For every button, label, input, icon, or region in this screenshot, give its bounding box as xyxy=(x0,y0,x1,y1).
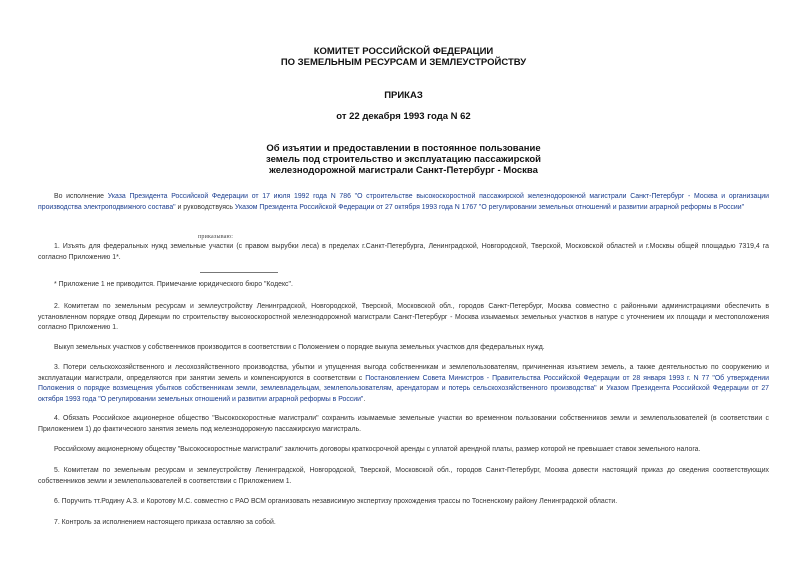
paragraph-4-text: 4. Обязать Российское акционерное общество "Высокоскоростные магистрали" сохранить изымаемые земельные участки во временном пользовании собственников земли и землепользователей (в соответствии с Приложением 1) до фактического занятия земель под железнодорожную пассажирскую магистраль. xyxy=(38,415,769,433)
doc-title-line2: земель под строительство и эксплуатацию пассажирской xyxy=(266,154,541,165)
paragraph-3-text-1: 3. Потери сельскохозяйственного и лесохозяйственного производства, убытки и упущенная выгода собственникам и землепользователям, причиненная изъятием земель, а также деятельностью по сооружению и эксплуатации магистрали, определяются при занятии земель и компенсируются в соответствии с xyxy=(38,364,769,382)
paragraph-4b-text: Российскому акционерному обществу "Высокоскоростные магистрали" заключить договоры краткосрочной аренды с уплатой арендной платы, размер которой не превышает ставок земельного налога. xyxy=(54,446,701,453)
prikazyvayu-label: приказываю: xyxy=(198,234,234,240)
intro-text-2: и руководствуясь xyxy=(175,203,235,211)
paragraph-2-text: 2. Комитетам по земельным ресурсам и землеустройству Ленинградской, Новгородской, Тверской, Московской обл., городов Санкт-Петербург, Москва совместно с районными администрациями обеспечить в установленном порядке отвод Дирекции по строительству высокоскоростной железнодорожной магистрали Санкт-Петербург - Москва изымаемых земельных участков в натуре с уточнением их площади и местоположения согласно Приложению 1. xyxy=(38,303,769,331)
doc-title-line1: Об изъятии и предоставлении в постоянное пользование xyxy=(266,143,541,154)
paragraph-3-text-3: . xyxy=(363,395,366,403)
paragraph-5 xyxy=(38,466,769,487)
doc-date: от 22 декабря 1993 года N 62 xyxy=(336,111,471,122)
link-decree-1767[interactable]: Указом Президента Российской Федерации от 27 октября 1993 года N 1767 "О регулировании земельных отношений и развитии аграрной реформы в России" xyxy=(234,203,745,211)
intro-paragraph xyxy=(38,192,769,213)
paragraph-1 xyxy=(38,242,769,263)
paragraph-7 xyxy=(38,518,769,529)
paragraph-6 xyxy=(38,497,769,508)
paragraph-2 xyxy=(38,302,769,334)
link-decree-786[interactable]: Указа Президента Российской Федерации от 17 июля 1992 года N 786 "О строительстве высокоскоростной пассажирской железнодорожной магистрали Санкт-Петербург - Москва и организации производства электроподвижного состава" xyxy=(38,193,770,211)
paragraph-3-text-2: и xyxy=(596,385,607,392)
intro-text-1: Во исполнение xyxy=(54,193,108,200)
link-resolution-77[interactable]: Постановлением Совета Министров - Правительства Российской Федерации от 28 января 1993 г. N 77 "Об утверждении Положения о порядке возмещения убытков собственникам земли, землевладельцам, землепользователям, арендаторам и потерь сельскохозяйственного производства" xyxy=(38,374,769,392)
footnote-text: * Приложение 1 не приводится. Примечание юридического бюро "Кодекс". xyxy=(54,281,293,288)
paragraph-7-text: 7. Контроль за исполнением настоящего приказа оставляю за собой. xyxy=(54,519,276,526)
footnote-divider xyxy=(200,272,278,273)
paragraph-3 xyxy=(38,363,769,405)
org-name-line1: КОМИТЕТ РОССИЙСКОЙ ФЕДЕРАЦИИ xyxy=(313,46,494,57)
paragraph-4 xyxy=(38,414,769,435)
footnote xyxy=(38,280,769,291)
paragraph-5-text: 5. Комитетам по земельным ресурсам и землеустройству Ленинградской, Новгородской, Тверской, Московской обл., городов Санкт-Петербург, Москва довести настоящий приказ до сведения соответствующих собственников земли и землепользователей в соответствии с Приложением 1. xyxy=(38,467,769,485)
paragraph-1-text: 1. Изъять для федеральных нужд земельные участки (с правом вырубки леса) в пределах г.Санкт-Петербурга, Ленинградской, Новгородской, Тверской, Московской областей и г.Москвы общей площадью 7319,4 га согласно Приложению 1*. xyxy=(38,243,769,261)
link-decree-land-reform[interactable]: Указом Президента Российской Федерации от 27 октября 1993 года "О регулировании земельных отношений и развитии аграрной реформы в России" xyxy=(38,385,769,403)
paragraph-2b xyxy=(38,343,769,354)
paragraph-2b-text: Выкуп земельных участков у собственников производится в соответствии с Положением о порядке выкупа земельных участков для федеральных нужд. xyxy=(54,344,545,351)
org-name-line2: ПО ЗЕМЕЛЬНЫМ РЕСУРСАМ И ЗЕМЛЕУСТРОЙСТВУ xyxy=(280,57,527,68)
doc-type: ПРИКАЗ xyxy=(384,90,423,101)
paragraph-4b xyxy=(38,445,769,456)
paragraph-6-text: 6. Поручить тт.Родину А.З. и Коротову М.С. совместно с РАО ВСМ организовать независимую экспертизу прохождения трассы по Тосненскому району Ленинградской области. xyxy=(54,498,618,505)
doc-title-line3: железнодорожной магистрали Санкт-Петербург - Москва xyxy=(269,165,538,176)
